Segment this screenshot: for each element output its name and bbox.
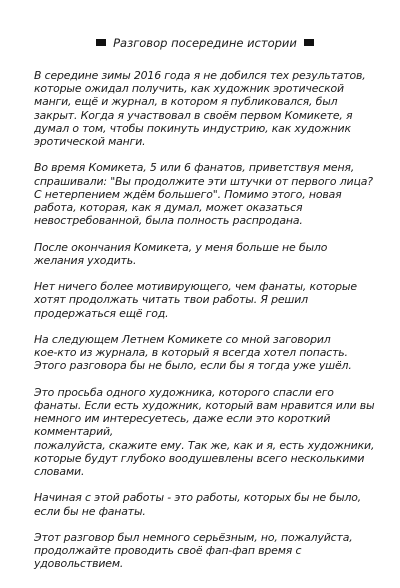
square-bullet-icon <box>304 39 314 46</box>
paragraph: В середине зимы 2016 года я не добился тех результатов, которые ожидал получить, как художник эротической манги, ещё и журнал, в котором я публиковался, был закрыт. Когда я участвовал в своём первом Комикете, я думал о том, чтобы покинуть индустрию, как художник эротической манги. <box>34 69 366 149</box>
paragraph: Это просьба одного художника, которого спасли его фанаты. Если есть художник, который вам нравится или вы немного им интересуетесь, даже если это короткий комментарий, пожалуйста, скажите ему. Так же, как и я, есть художники, которые будут глубоко воодушевлены всего несколькими словами. <box>34 385 375 479</box>
paragraph: Нет ничего более мотивирующего, чем фанаты, которые хотят продолжать читать твои работы. Я решил продержаться ещё год. <box>34 280 357 320</box>
paragraph: Этот разговор был немного серьёзным, но, пожалуйста, продолжайте проводить своё фап-фап время с удовольствием. <box>34 531 353 571</box>
square-bullet-icon <box>96 39 106 46</box>
paragraph: На следующем Летнем Комикете со мной заговорил кое-кто из журнала, в который я всегда хотел попасть. Этого разговора бы не было, если бы я тогда уже ушёл. <box>34 333 352 373</box>
paragraph: Начиная с этой работы - это работы, которых бы не было, если бы не фанаты. <box>34 491 362 518</box>
page-title: Разговор посередине истории <box>113 36 297 50</box>
paragraph: После окончания Комикета, у меня больше не было желания уходить. <box>34 240 328 267</box>
paragraph: Во время Комикета, 5 или 6 фанатов, приветствуя меня, спрашивали: "Вы продолжите эти штучки от первого лица? С нетерпением ждём большего". Помимо этого, новая работа, которая, как я думал, может оказаться невостребованной, была полность распродана. <box>34 161 373 228</box>
page-title-line <box>34 36 376 50</box>
